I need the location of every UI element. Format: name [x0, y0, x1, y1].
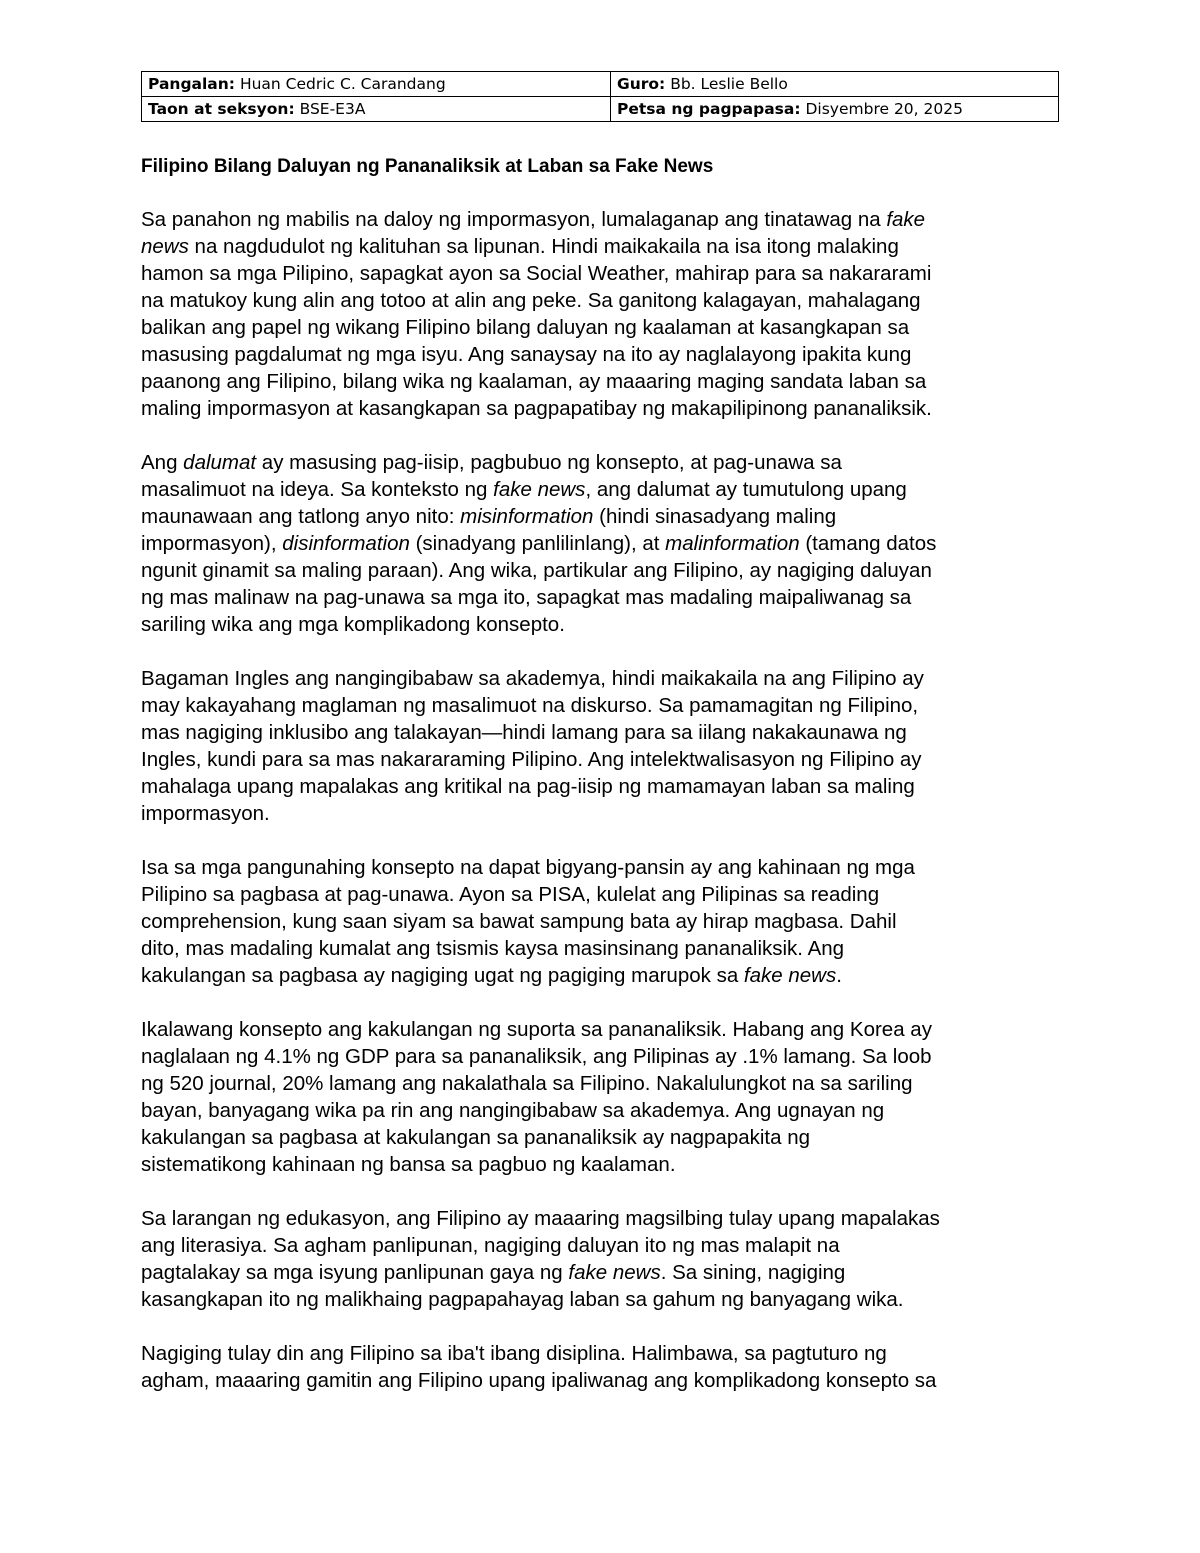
italic-term: misinformation	[460, 505, 594, 528]
teacher-cell	[611, 72, 1059, 97]
paragraph-5	[141, 1016, 1101, 1178]
section-cell	[142, 97, 611, 122]
italic-term: fake news	[743, 964, 837, 987]
text-line: may kakayahang maglaman ng masalimuot na diskurso. Sa pamamagitan ng Filipino,	[141, 694, 919, 717]
text-line	[141, 962, 1101, 989]
text-run: ay masusing pag-iisip, pagbubuo ng konsepto, at pag-unawa sa	[256, 451, 842, 474]
text-line: dito, mas madaling kumalat ang tsismis kaysa masinsinang pananaliksik. Ang	[141, 937, 845, 960]
paragraph-1	[141, 206, 1101, 422]
text-line: ang literasiya. Sa agham panlipunan, nagiging daluyan ito ng mas malapit na	[141, 1234, 840, 1257]
text-run: Ang	[141, 451, 184, 474]
info-row	[142, 72, 1059, 97]
text-line: kasangkapan ito ng malikhaing pagpapahayag laban sa gahum ng banyagang wika.	[141, 1288, 904, 1311]
teacher-value: Bb. Leslie Bello	[670, 75, 788, 93]
text-line: mas nagiging inklusibo ang talakayan—hindi lamang para sa iilang nakakaunawa ng	[141, 721, 907, 744]
italic-term: malinformation	[665, 532, 800, 555]
text-line: maling impormasyon at kasangkapan sa pagpapatibay ng makapilipinong pananaliksik.	[141, 397, 932, 420]
info-row	[142, 97, 1059, 122]
text-run: . Sa sining, nagiging	[660, 1261, 846, 1284]
text-run: kakulangan sa pagbasa ay nagiging ugat ng pagiging marupok sa	[141, 964, 744, 987]
text-line	[141, 503, 1101, 530]
text-run: maunawaan ang tatlong anyo nito:	[141, 505, 461, 528]
text-line: Bagaman Ingles ang nangingibabaw sa akademya, hindi maikakaila na ang Filipino ay	[141, 667, 924, 690]
text-line	[141, 476, 1101, 503]
text-line: sariling wika ang mga komplikadong konsepto.	[141, 613, 565, 636]
paragraph-4	[141, 854, 1101, 989]
text-line: sistematikong kahinaan ng bansa sa pagbuo ng kaalaman.	[141, 1153, 676, 1176]
text-run: .	[836, 964, 842, 987]
text-line: mahalaga upang mapalakas ang kritikal na pag-iisip ng mamamayan laban sa maling	[141, 775, 915, 798]
student-info-table	[141, 71, 1059, 122]
date-label: Petsa ng pagpapasa:	[617, 100, 801, 118]
text-line: bayan, banyagang wika pa rin ang nangingibabaw sa akademya. Ang ugnayan ng	[141, 1099, 885, 1122]
text-run: pagtalakay sa mga isyung panlipunan gaya ng	[141, 1261, 569, 1284]
text-line: ng mas malinaw na pag-unawa sa mga ito, sapagkat mas madaling maipaliwanag sa	[141, 586, 912, 609]
text-line	[141, 233, 1101, 260]
text-run: impormasyon),	[141, 532, 283, 555]
section-label: Taon at seksyon:	[148, 100, 295, 118]
text-run: , ang dalumat ay tumutulong upang	[585, 478, 907, 501]
essay-title: Filipino Bilang Daluyan ng Pananaliksik at Laban sa Fake News	[141, 156, 714, 177]
text-line: agham, maaaring gamitin ang Filipino upang ipaliwanag ang komplikadong konsepto sa	[141, 1369, 937, 1392]
italic-term: news	[141, 235, 189, 258]
paragraph-2	[141, 449, 1101, 638]
text-line: kakulangan sa pagbasa at kakulangan sa pananaliksik ay nagpapakita ng	[141, 1126, 811, 1149]
text-line: na matukoy kung alin ang totoo at alin ang peke. Sa ganitong kalagayan, mahalagang	[141, 289, 921, 312]
text-line: Sa larangan ng edukasyon, ang Filipino ay maaaring magsilbing tulay upang mapalakas	[141, 1207, 940, 1230]
text-run: Sa panahon ng mabilis na daloy ng impormasyon, lumalaganap ang tinatawag na	[141, 208, 887, 231]
essay-body	[141, 206, 1101, 1421]
italic-term: fake news	[568, 1261, 661, 1284]
text-line: comprehension, kung saan siyam sa bawat sampung bata ay hirap magbasa. Dahil	[141, 910, 897, 933]
text-line: Ingles, kundi para sa mas nakararaming Pilipino. Ang intelektwalisasyon ng Filipino ay	[141, 748, 922, 771]
text-line	[141, 449, 1101, 476]
text-line	[141, 206, 1101, 233]
text-line	[141, 1259, 1101, 1286]
text-line: ng 520 journal, 20% lamang ang nakalathala sa Filipino. Nakalulungkot na sa sariling	[141, 1072, 913, 1095]
text-line: hamon sa mga Pilipino, sapagkat ayon sa Social Weather, mahirap para sa nakararami	[141, 262, 932, 285]
text-run: (hindi sinasadyang maling	[593, 505, 837, 528]
text-run: masalimuot na ideya. Sa konteksto ng	[141, 478, 494, 501]
name-value: Huan Cedric C. Carandang	[239, 75, 446, 93]
italic-term: fake news	[493, 478, 586, 501]
text-line: Nagiging tulay din ang Filipino sa iba't ibang disiplina. Halimbawa, sa pagtuturo ng	[141, 1342, 887, 1365]
name-cell	[142, 72, 611, 97]
paragraph-3	[141, 665, 1101, 827]
date-value: Disyembre 20, 2025	[805, 100, 963, 118]
text-line: Isa sa mga pangunahing konsepto na dapat bigyang-pansin ay ang kahinaan ng mga	[141, 856, 915, 879]
teacher-label: Guro:	[617, 75, 666, 93]
text-line: Ikalawang konsepto ang kakulangan ng suporta sa pananaliksik. Habang ang Korea ay	[141, 1018, 932, 1041]
paragraph-7	[141, 1340, 1101, 1394]
text-line: ngunit ginamit sa maling paraan). Ang wika, partikular ang Filipino, ay nagiging daluyan	[141, 559, 932, 582]
name-label: Pangalan:	[148, 75, 235, 93]
text-line: Pilipino sa pagbasa at pag-unawa. Ayon sa PISA, kulelat ang Pilipinas sa reading	[141, 883, 880, 906]
text-line: balikan ang papel ng wikang Filipino bilang daluyan ng kaalaman at kasangkapan sa	[141, 316, 910, 339]
text-run: na nagdudulot ng kalituhan sa lipunan. Hindi maikakaila na isa itong malaking	[188, 235, 899, 258]
text-run: (tamang datos	[799, 532, 937, 555]
text-line: masusing pagdalumat ng mga isyu. Ang sanaysay na ito ay naglalayong ipakita kung	[141, 343, 912, 366]
text-line: paanong ang Filipino, bilang wika ng kaalaman, ay maaaring maging sandata laban sa	[141, 370, 927, 393]
text-line: impormasyon.	[141, 802, 270, 825]
italic-term: dalumat	[183, 451, 257, 474]
italic-term: fake	[886, 208, 926, 231]
italic-term: disinformation	[282, 532, 410, 555]
date-cell	[611, 97, 1059, 122]
text-run: (sinadyang panlilinlang), at	[409, 532, 666, 555]
paragraph-6	[141, 1205, 1101, 1313]
text-line	[141, 530, 1101, 557]
text-line: naglalaan ng 4.1% ng GDP para sa pananaliksik, ang Pilipinas ay .1% lamang. Sa loob	[141, 1045, 932, 1068]
section-value: BSE-E3A	[299, 100, 366, 118]
